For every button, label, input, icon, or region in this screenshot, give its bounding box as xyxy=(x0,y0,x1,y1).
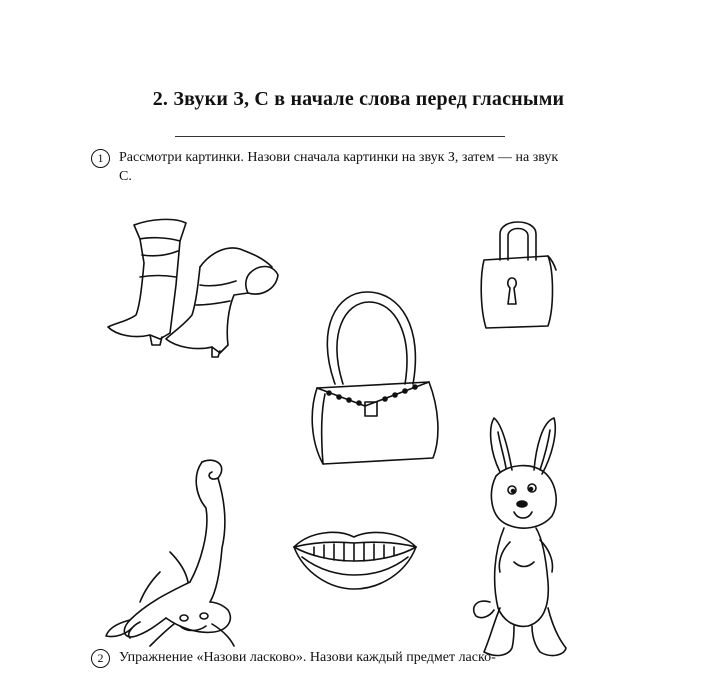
title-divider xyxy=(175,136,505,137)
task-number-badge: 1 xyxy=(91,149,110,168)
task-instruction: Упражнение «Назови ласково». Назови каждый предмет ласко- xyxy=(119,650,496,665)
task-number-badge: 2 xyxy=(91,649,110,668)
section-title: 2. Звуки З, С в начале слова перед гласными xyxy=(152,88,565,110)
boots-icon xyxy=(100,205,290,365)
hare-icon xyxy=(470,412,580,662)
padlock-icon xyxy=(478,212,558,332)
catfish-icon xyxy=(100,452,250,647)
mouth-teeth-icon xyxy=(290,525,420,595)
task-instruction: Рассмотри картинки. Назови сначала картинки на звук З, затем — на звук С. xyxy=(119,150,559,184)
handbag-icon xyxy=(305,288,445,470)
